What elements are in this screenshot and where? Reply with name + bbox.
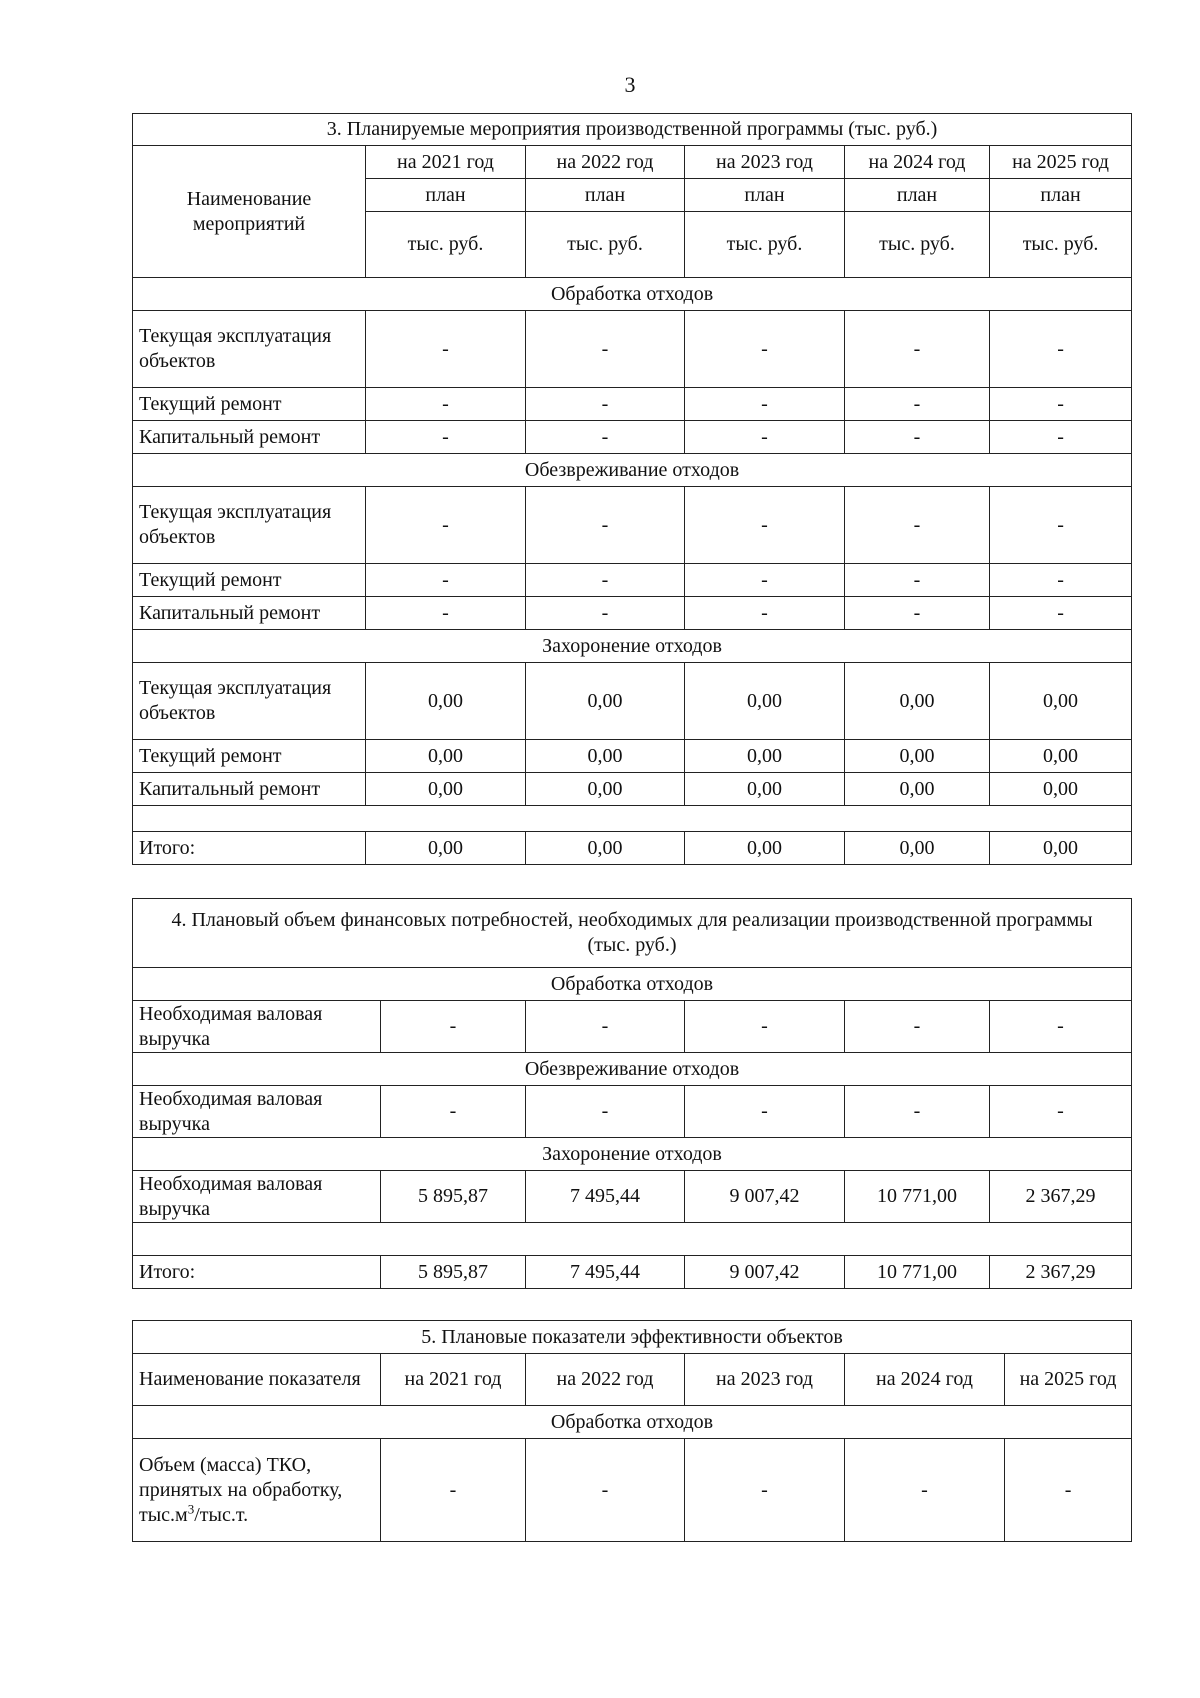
- group-title: Захоронение отходов: [133, 630, 1132, 663]
- cell-value: 0,00: [526, 663, 685, 740]
- cell-value: -: [685, 487, 845, 564]
- cell-value: -: [845, 487, 990, 564]
- group-title: Обработка отходов: [133, 278, 1132, 311]
- cell-value: -: [845, 388, 990, 421]
- cell-value: -: [845, 421, 990, 454]
- cell-value: -: [845, 1086, 990, 1138]
- plan-header: план: [990, 179, 1132, 212]
- cell-value: -: [366, 487, 526, 564]
- row-label: Капитальный ремонт: [133, 421, 366, 454]
- total-value: 0,00: [990, 832, 1132, 865]
- cell-value: 10 771,00: [845, 1171, 990, 1223]
- group-title: Обработка отходов: [133, 1406, 1132, 1439]
- cell-value: 0,00: [685, 663, 845, 740]
- row-label: Текущая эксплуатация объектов: [133, 311, 366, 388]
- total-value: 7 495,44: [526, 1256, 685, 1289]
- cell-value: -: [526, 1439, 685, 1542]
- year-header: на 2024 год: [845, 146, 990, 179]
- cell-value: -: [685, 1086, 845, 1138]
- cell-value: 0,00: [990, 663, 1132, 740]
- year-header: на 2021 год: [381, 1354, 526, 1406]
- section3-title: 3. Планируемые мероприятия производственной программы (тыс. руб.): [133, 114, 1132, 146]
- cell-value: -: [685, 564, 845, 597]
- cell-value: -: [526, 597, 685, 630]
- cell-value: 0,00: [845, 773, 990, 806]
- cell-value: -: [381, 1001, 526, 1053]
- page-number: 3: [624, 72, 636, 97]
- cell-value: -: [526, 311, 685, 388]
- total-value: 0,00: [366, 832, 526, 865]
- cell-value: -: [990, 597, 1132, 630]
- cell-value: 0,00: [685, 773, 845, 806]
- cell-value: -: [685, 597, 845, 630]
- cell-value: 9 007,42: [685, 1171, 845, 1223]
- cell-value: -: [366, 311, 526, 388]
- group-title: Обезвреживание отходов: [133, 454, 1132, 487]
- row-label: Капитальный ремонт: [133, 597, 366, 630]
- row-label-tail: /тыс.т.: [194, 1503, 249, 1526]
- cell-value: -: [990, 421, 1132, 454]
- unit-header: тыс. руб.: [845, 212, 990, 278]
- cell-value: -: [685, 421, 845, 454]
- cell-value: -: [526, 1086, 685, 1138]
- unit-header: тыс. руб.: [685, 212, 845, 278]
- cell-value: -: [366, 564, 526, 597]
- cell-value: -: [685, 1001, 845, 1053]
- cell-value: 0,00: [845, 663, 990, 740]
- cell-value: 0,00: [685, 740, 845, 773]
- cell-value: -: [526, 1001, 685, 1053]
- cell-value: -: [366, 388, 526, 421]
- row-label: Капитальный ремонт: [133, 773, 366, 806]
- cell-value: -: [990, 564, 1132, 597]
- section3-table: [132, 113, 1132, 865]
- cell-value: -: [526, 421, 685, 454]
- row-label: Необходимая валовая выручка: [133, 1171, 381, 1223]
- cell-value: -: [845, 311, 990, 388]
- cell-value: -: [845, 1001, 990, 1053]
- group-title: Захоронение отходов: [133, 1138, 1132, 1171]
- row-label: Текущая эксплуатация объектов: [133, 663, 366, 740]
- year-header: на 2022 год: [526, 146, 685, 179]
- cell-value: -: [990, 487, 1132, 564]
- cell-value: -: [990, 1001, 1132, 1053]
- cell-value: 2 367,29: [990, 1171, 1132, 1223]
- cell-value: -: [526, 487, 685, 564]
- cell-value: 0,00: [990, 740, 1132, 773]
- cell-value: -: [990, 1086, 1132, 1138]
- section4-table: [132, 898, 1132, 1289]
- group-title: Обработка отходов: [133, 968, 1132, 1001]
- total-value: 2 367,29: [990, 1256, 1132, 1289]
- row-label: Необходимая валовая выручка: [133, 1086, 381, 1138]
- total-label: Итого:: [133, 1256, 381, 1289]
- name-header: Наименование показателя: [133, 1354, 381, 1406]
- plan-header: план: [366, 179, 526, 212]
- cell-value: 0,00: [990, 773, 1132, 806]
- spacer-row: [133, 806, 1132, 832]
- unit-header: тыс. руб.: [990, 212, 1132, 278]
- year-header: на 2025 год: [1005, 1354, 1132, 1406]
- total-value: 0,00: [526, 832, 685, 865]
- cell-value: -: [381, 1086, 526, 1138]
- cell-value: 7 495,44: [526, 1171, 685, 1223]
- cell-value: -: [845, 1439, 1005, 1542]
- row-label: Необходимая валовая выручка: [133, 1001, 381, 1053]
- total-value: 0,00: [685, 832, 845, 865]
- name-header: Наименование мероприятий: [133, 146, 366, 278]
- group-title: Обезвреживание отходов: [133, 1053, 1132, 1086]
- total-value: 5 895,87: [381, 1256, 526, 1289]
- row-label: [133, 1439, 381, 1542]
- section4-title: 4. Плановый объем финансовых потребностей, необходимых для реализации производственной программы (тыс. руб.): [133, 899, 1132, 968]
- unit-header: тыс. руб.: [526, 212, 685, 278]
- cell-value: -: [685, 1439, 845, 1542]
- spacer-row: [133, 1223, 1132, 1256]
- row-label-main: Объем (масса) ТКО, принятых на обработку, тыс.м: [139, 1453, 343, 1526]
- section5-title: 5. Плановые показатели эффективности объектов: [133, 1321, 1132, 1354]
- cell-value: -: [845, 597, 990, 630]
- cell-value: -: [685, 388, 845, 421]
- row-label: Текущий ремонт: [133, 388, 366, 421]
- cell-value: -: [990, 388, 1132, 421]
- cell-value: -: [845, 564, 990, 597]
- cell-value: 0,00: [526, 740, 685, 773]
- cell-value: 0,00: [526, 773, 685, 806]
- cell-value: -: [366, 597, 526, 630]
- year-header: на 2023 год: [685, 146, 845, 179]
- plan-header: план: [845, 179, 990, 212]
- row-label: Текущий ремонт: [133, 740, 366, 773]
- year-header: на 2025 год: [990, 146, 1132, 179]
- year-header: на 2024 год: [845, 1354, 1005, 1406]
- cell-value: -: [1005, 1439, 1132, 1542]
- cell-value: -: [990, 311, 1132, 388]
- plan-header: план: [526, 179, 685, 212]
- cell-value: 0,00: [366, 773, 526, 806]
- cell-value: 0,00: [366, 740, 526, 773]
- cell-value: -: [381, 1439, 526, 1542]
- row-label: Текущая эксплуатация объектов: [133, 487, 366, 564]
- cell-value: 0,00: [845, 740, 990, 773]
- cell-value: -: [685, 311, 845, 388]
- year-header: на 2021 год: [366, 146, 526, 179]
- row-label-sup: 3: [187, 1500, 195, 1516]
- plan-header: план: [685, 179, 845, 212]
- total-value: 9 007,42: [685, 1256, 845, 1289]
- row-label: Текущий ремонт: [133, 564, 366, 597]
- total-value: 10 771,00: [845, 1256, 990, 1289]
- total-label: Итого:: [133, 832, 366, 865]
- section5-table: [132, 1320, 1132, 1542]
- cell-value: -: [526, 564, 685, 597]
- year-header: на 2022 год: [526, 1354, 685, 1406]
- year-header: на 2023 год: [685, 1354, 845, 1406]
- cell-value: 0,00: [366, 663, 526, 740]
- unit-header: тыс. руб.: [366, 212, 526, 278]
- total-value: 0,00: [845, 832, 990, 865]
- cell-value: -: [366, 421, 526, 454]
- cell-value: 5 895,87: [381, 1171, 526, 1223]
- cell-value: -: [526, 388, 685, 421]
